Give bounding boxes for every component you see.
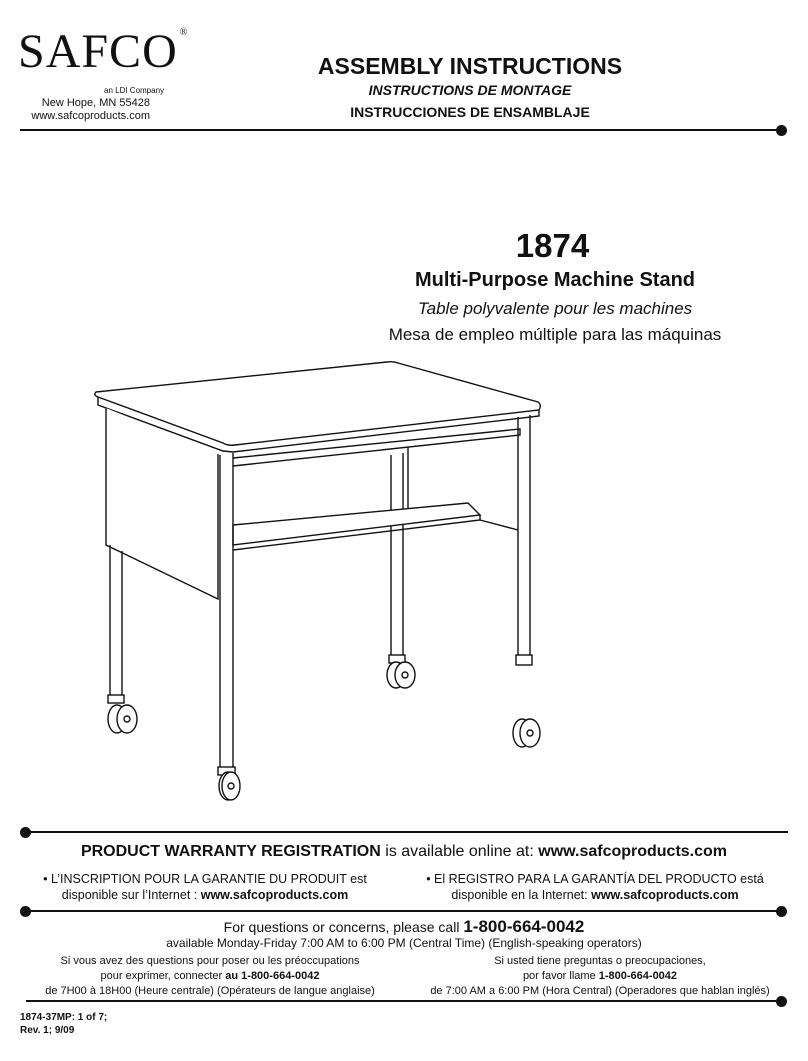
contact-french-phone[interactable]: au 1-800-664-0042 bbox=[225, 970, 320, 982]
contact-english bbox=[20, 917, 788, 937]
warranty-bottom-divider bbox=[26, 910, 782, 912]
side-panel bbox=[106, 408, 218, 599]
warranty-top-dot bbox=[20, 827, 31, 838]
machine-stand-illustration bbox=[90, 355, 560, 805]
warranty-spanish bbox=[420, 871, 770, 903]
contact-text: For questions or concerns, please call bbox=[223, 919, 464, 935]
contact-spanish-line2: por favor llame bbox=[522, 970, 599, 982]
product-name-spanish: Mesa de empleo múltiple para las máquinas bbox=[388, 325, 722, 344]
contact-availability: available Monday-Friday 7:00 AM to 6:00 PM (Central Time) (English-speaking operators) bbox=[166, 936, 642, 950]
caster-front-right bbox=[513, 655, 540, 747]
header-divider-dot bbox=[776, 125, 787, 136]
warranty-text: is available online at: bbox=[380, 843, 539, 860]
document-revision: Rev. 1; 9/09 bbox=[20, 1025, 75, 1036]
warranty-french-line2: disponible sur l’Internet : bbox=[61, 888, 201, 902]
product-name-french: Table polyvalente pour les machines bbox=[417, 299, 693, 318]
warranty-spanish-link[interactable]: www.safcoproducts.com bbox=[591, 888, 739, 902]
contact-french bbox=[20, 954, 400, 999]
warranty-french-line1: • L’INSCRIPTION POUR LA GARANTIE DU PRODUIT est bbox=[43, 872, 367, 886]
warranty-top-divider bbox=[26, 831, 788, 833]
title-spanish: INSTRUCCIONES DE ENSAMBLAJE bbox=[350, 104, 590, 120]
back-right-leg bbox=[391, 453, 403, 655]
company-address: New Hope, MN 55428 bbox=[41, 97, 150, 109]
caster-back-right bbox=[387, 655, 415, 688]
document-id: 1874-37MP: 1 of 7; bbox=[20, 1012, 108, 1023]
safco-logo bbox=[18, 25, 189, 78]
logo-text: SAFCO bbox=[18, 25, 178, 78]
product-name-english: Multi-Purpose Machine Stand bbox=[414, 269, 696, 291]
title-english: ASSEMBLY INSTRUCTIONS bbox=[317, 53, 623, 79]
warranty-spanish-line2: disponible en la Internet: bbox=[451, 888, 592, 902]
warranty-spanish-line1: • El REGISTRO PARA LA GARANTÍA DEL PRODUCTO está bbox=[426, 872, 764, 886]
contact-french-line2: pour exprimer, connecter bbox=[100, 970, 226, 982]
contact-phone[interactable]: 1-800-664-0042 bbox=[463, 917, 585, 936]
warranty-french bbox=[30, 871, 380, 903]
contact-spanish-line1: Si usted tiene preguntas o preocupaciones, bbox=[494, 955, 706, 967]
front-right-leg bbox=[518, 415, 530, 655]
document-footer bbox=[20, 1011, 107, 1037]
company-tagline: an LDI Company bbox=[104, 86, 165, 95]
front-left-leg bbox=[220, 453, 233, 767]
back-left-leg bbox=[110, 545, 122, 695]
contact-french-line1: Si vous avez des questions pour poser ou les préoccupations bbox=[60, 955, 360, 967]
company-website: www.safcoproducts.com bbox=[31, 110, 150, 122]
contact-french-line3: de 7H00 à 18H00 (Heure centrale) (Opérateurs de langue anglaise) bbox=[45, 985, 375, 997]
title-french: INSTRUCTIONS DE MONTAGE bbox=[368, 82, 572, 98]
side-rail bbox=[480, 520, 518, 530]
footer-divider-dot bbox=[776, 996, 787, 1007]
warranty-registration bbox=[20, 843, 788, 861]
caster-back-left bbox=[108, 695, 137, 733]
contact-spanish bbox=[400, 954, 800, 999]
warranty-heading: PRODUCT WARRANTY REGISTRATION bbox=[80, 843, 381, 860]
warranty-bottom-dot-left bbox=[20, 906, 31, 917]
warranty-link[interactable]: www.safcoproducts.com bbox=[538, 843, 728, 860]
registered-mark: ® bbox=[179, 27, 189, 38]
warranty-french-link[interactable]: www.safcoproducts.com bbox=[200, 888, 349, 902]
product-number: 1874 bbox=[515, 227, 590, 264]
contact-spanish-phone[interactable]: 1-800-664-0042 bbox=[598, 970, 678, 982]
caster-front-left bbox=[218, 767, 240, 800]
contact-spanish-line3: de 7:00 AM a 6:00 PM (Hora Central) (Operadores que hablan inglés) bbox=[430, 985, 770, 997]
header-divider bbox=[20, 129, 782, 131]
warranty-bottom-dot-right bbox=[776, 906, 787, 917]
footer-divider bbox=[26, 1000, 782, 1002]
